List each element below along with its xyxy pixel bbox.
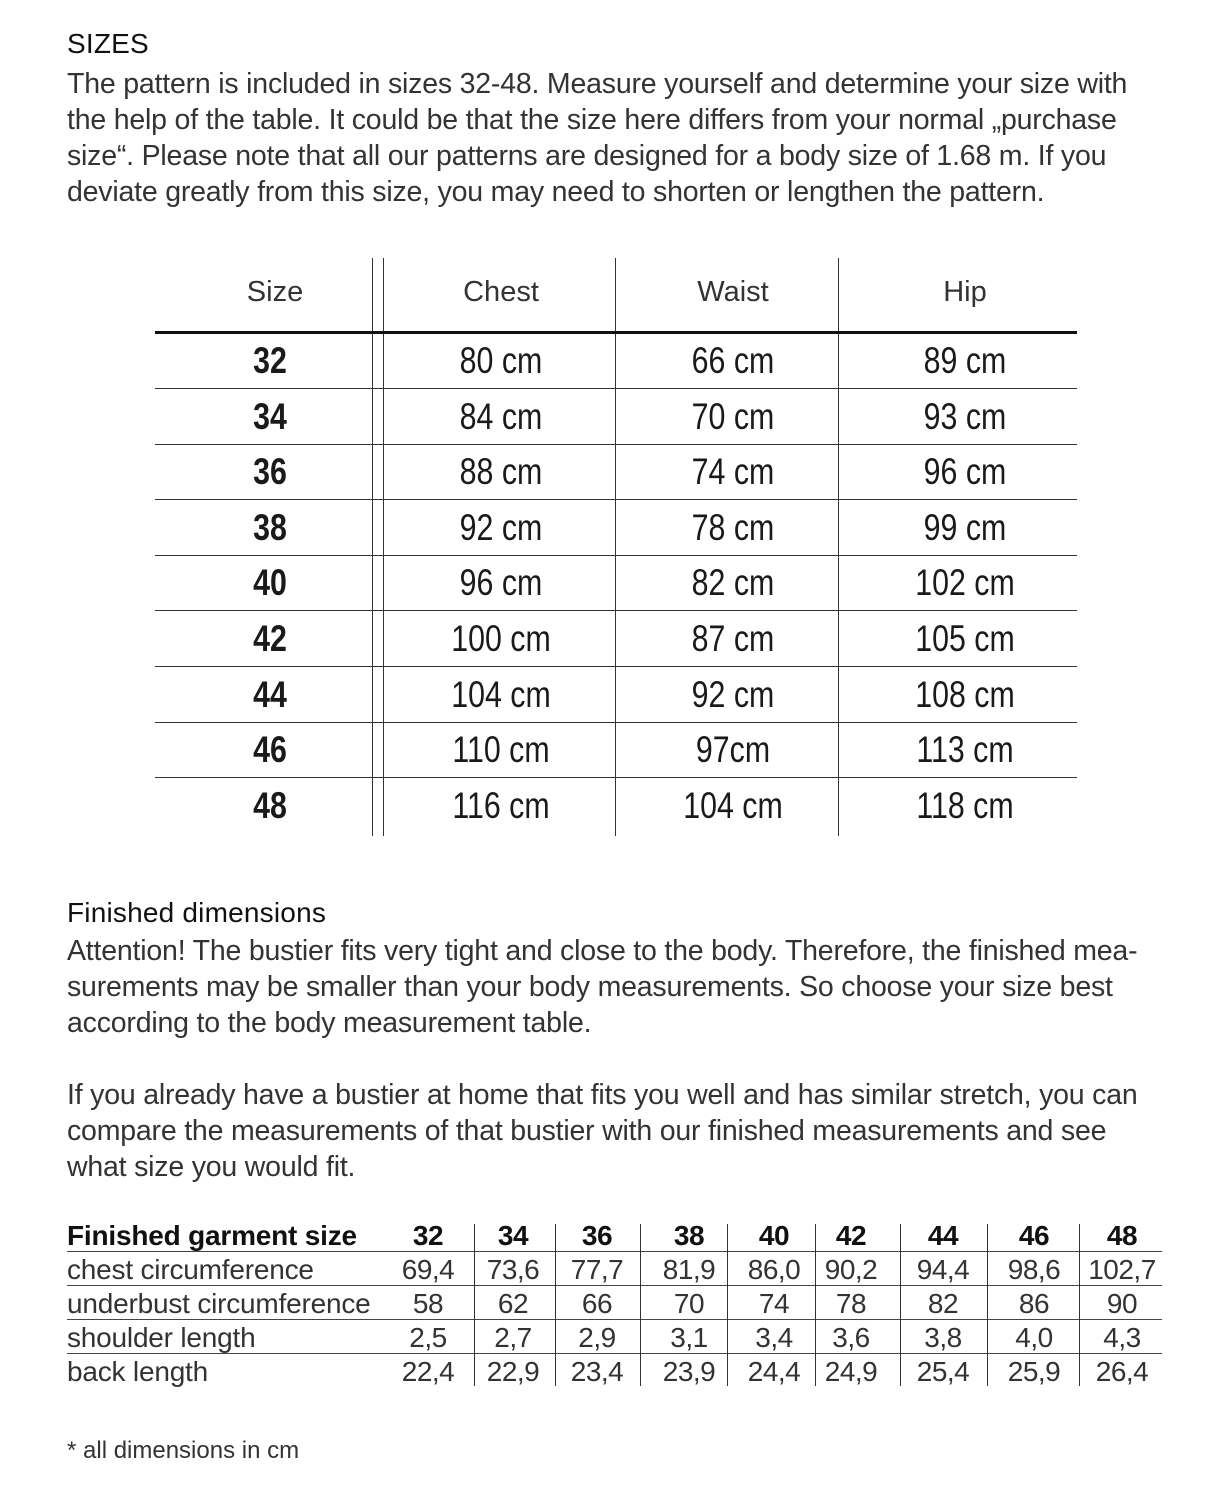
measurement-value: 3,6: [832, 1322, 870, 1353]
measurement-value: 86,0: [747, 1254, 801, 1285]
table-row: [155, 445, 1077, 500]
finished-table-row: [67, 1252, 1167, 1286]
finished-size-header: 44: [927, 1220, 959, 1251]
column-divider: [640, 1224, 641, 1386]
chest-cell: 92 cm: [459, 506, 543, 548]
measurement-value: 90: [1106, 1288, 1138, 1319]
chest-cell: 116 cm: [452, 784, 550, 826]
finished-table-row: [67, 1320, 1167, 1354]
hip-cell: 102 cm: [915, 562, 1015, 604]
table-row: [155, 334, 1077, 389]
measurement-value: 4,3: [1103, 1322, 1141, 1353]
size-cell: 48: [253, 784, 287, 826]
hip-cell: 93 cm: [923, 395, 1007, 437]
finished-size-header: 36: [581, 1220, 613, 1251]
waist-cell: 66 cm: [691, 340, 775, 381]
chest-cell: 84 cm: [459, 395, 543, 437]
finished-size-header: 48: [1106, 1220, 1138, 1251]
finished-size-header: 38: [673, 1220, 705, 1251]
hip-cell: 108 cm: [915, 673, 1015, 715]
measurement-label: back length: [67, 1356, 209, 1387]
size-cell: 38: [253, 506, 287, 548]
measurement-label: underbust circumference: [67, 1288, 371, 1319]
column-divider: [555, 1224, 556, 1386]
header-size: Size: [246, 276, 304, 308]
measurement-value: 66: [581, 1288, 613, 1319]
measurement-value: 73,6: [486, 1254, 540, 1285]
table-row: [155, 612, 1077, 667]
hip-cell: 99 cm: [923, 506, 1007, 548]
finished-paragraph-2: [67, 1077, 1167, 1185]
measurement-value: 3,1: [670, 1322, 708, 1353]
waist-cell: 87 cm: [691, 618, 775, 659]
measurement-value: 2,9: [578, 1322, 616, 1353]
finished-paragraph-line: compare the measurements of that bustier with our finished measurements and see: [67, 1115, 1107, 1147]
measurement-value: 4,0: [1015, 1322, 1053, 1353]
column-divider: [727, 1224, 728, 1386]
header-chest: Chest: [463, 276, 539, 308]
finished-title: Finished dimensions: [67, 897, 327, 928]
size-table-header: [155, 258, 1077, 330]
hip-cell: 118 cm: [916, 784, 1014, 826]
measurement-value: 98,6: [1007, 1254, 1061, 1285]
measurement-value: 2,5: [409, 1322, 447, 1353]
column-divider: [815, 1224, 816, 1386]
waist-cell: 70 cm: [691, 395, 775, 437]
column-divider: [987, 1224, 988, 1386]
header-hip: Hip: [943, 276, 987, 308]
measurement-value: 77,7: [570, 1254, 624, 1285]
column-divider: [900, 1224, 901, 1386]
measurement-value: 2,7: [494, 1322, 532, 1353]
chest-cell: 110 cm: [452, 729, 550, 771]
measurement-value: 22,9: [486, 1356, 540, 1387]
sizes-paragraph-line: size“. Please note that all our patterns are designed for a body size of 1.68 m. If you: [67, 140, 1107, 172]
finished-table-header-row: [67, 1218, 1167, 1252]
waist-cell: 92 cm: [691, 673, 775, 715]
measurement-label: chest circumference: [67, 1254, 314, 1285]
size-cell: 34: [253, 395, 287, 437]
finished-size-header: 42: [835, 1220, 867, 1251]
measurement-value: 62: [497, 1288, 529, 1319]
waist-cell: 78 cm: [691, 506, 775, 548]
size-cell: 46: [253, 729, 287, 771]
measurement-value: 24,9: [824, 1356, 878, 1387]
table-row: [155, 390, 1077, 445]
measurement-value: 3,4: [755, 1322, 793, 1353]
chest-cell: 104 cm: [451, 673, 551, 715]
sizes-paragraph-line: the help of the table. It could be that the size here differs from your normal „purchase: [67, 104, 1117, 136]
measurement-value: 78: [835, 1288, 867, 1319]
measurement-value: 94,4: [916, 1254, 970, 1285]
chest-cell: 96 cm: [459, 562, 543, 604]
measurement-value: 25,4: [916, 1356, 970, 1387]
measurement-value: 22,4: [401, 1356, 455, 1387]
measurement-value: 70: [673, 1288, 705, 1319]
waist-cell: 104 cm: [683, 784, 783, 826]
measurement-value: 58: [412, 1288, 444, 1319]
finished-table-header-label: Finished garment size: [67, 1220, 357, 1251]
hip-cell: 105 cm: [915, 618, 1015, 659]
finished-size-header: 34: [497, 1220, 529, 1251]
sizes-paragraph: [67, 66, 1167, 210]
finished-paragraph-line: surements may be smaller than your body measurements. So choose your size best: [67, 971, 1113, 1003]
finished-paragraph-line: Attention! The bustier fits very tight and close to the body. Therefore, the finished mea-: [67, 935, 1138, 967]
footnote: * all dimensions in cm: [67, 1437, 300, 1464]
sizes-paragraph-line: The pattern is included in sizes 32-48. Measure yourself and determine your size with: [67, 68, 1128, 100]
measurement-value: 86: [1018, 1288, 1050, 1319]
measurement-value: 81,9: [662, 1254, 716, 1285]
measurement-value: 102,7: [1088, 1254, 1156, 1285]
size-cell: 32: [253, 340, 287, 381]
finished-paragraph-line: what size you would fit.: [67, 1151, 356, 1183]
measurement-value: 26,4: [1095, 1356, 1149, 1387]
finished-size-header: 32: [412, 1220, 444, 1251]
waist-cell: 74 cm: [691, 451, 775, 493]
hip-cell: 113 cm: [916, 729, 1014, 771]
finished-size-header: 46: [1018, 1220, 1050, 1251]
size-table: [155, 258, 1077, 838]
measurement-value: 25,9: [1007, 1356, 1061, 1387]
size-cell: 36: [253, 451, 287, 493]
finished-size-header: 40: [758, 1220, 790, 1251]
column-divider: [474, 1224, 475, 1386]
sizes-paragraph-line: deviate greatly from this size, you may need to shorten or lengthen the pattern.: [67, 176, 1045, 208]
table-row: [155, 779, 1077, 834]
table-row: [155, 668, 1077, 723]
waist-cell: 97cm: [695, 729, 771, 771]
sizes-title: SIZES: [67, 28, 149, 59]
measurement-value: 24,4: [747, 1356, 801, 1387]
hip-cell: 96 cm: [923, 451, 1007, 493]
chest-cell: 80 cm: [459, 340, 543, 381]
measurement-value: 23,4: [570, 1356, 624, 1387]
measurement-value: 82: [927, 1288, 959, 1319]
finished-garment-table: [67, 1218, 1167, 1393]
table-row: [155, 501, 1077, 556]
chest-cell: 88 cm: [459, 451, 543, 493]
finished-paragraph-1: [67, 933, 1167, 1041]
finished-table-row: [67, 1286, 1167, 1320]
chest-cell: 100 cm: [451, 618, 551, 659]
measurement-value: 74: [758, 1288, 790, 1319]
finished-paragraph-line: If you already have a bustier at home that fits you well and has similar stretch, you can: [67, 1079, 1138, 1111]
header-waist: Waist: [697, 276, 769, 308]
size-cell: 42: [253, 618, 287, 659]
table-row: [155, 556, 1077, 611]
finished-paragraph-line: according to the body measurement table.: [67, 1007, 592, 1039]
finished-table-row: [67, 1354, 1167, 1388]
size-cell: 40: [253, 562, 287, 604]
waist-cell: 82 cm: [691, 562, 775, 604]
table-row: [155, 723, 1077, 778]
column-divider: [1079, 1224, 1080, 1386]
measurement-value: 3,8: [924, 1322, 962, 1353]
hip-cell: 89 cm: [923, 340, 1007, 381]
size-cell: 44: [253, 673, 287, 715]
measurement-label: shoulder length: [67, 1322, 256, 1353]
measurement-value: 90,2: [824, 1254, 878, 1285]
measurement-value: 69,4: [401, 1254, 455, 1285]
measurement-value: 23,9: [662, 1356, 716, 1387]
